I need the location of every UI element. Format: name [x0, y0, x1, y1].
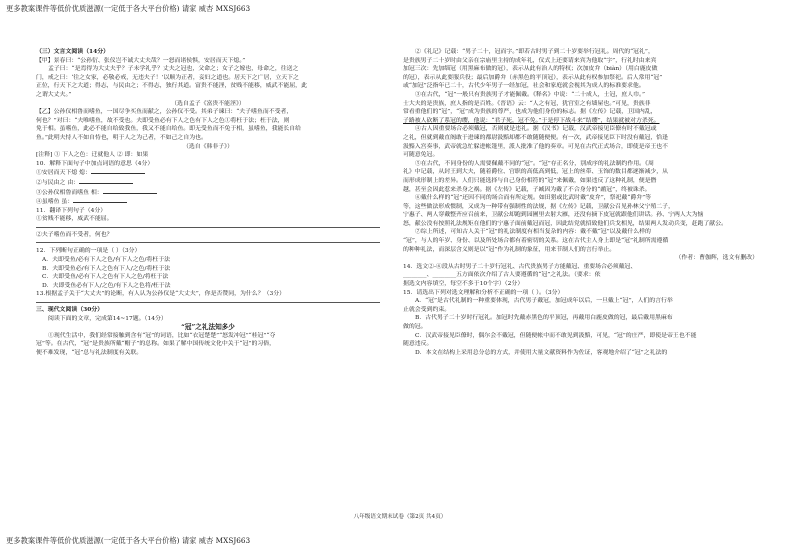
question-10-item: ③公孙仪相鲁而嗜鱼 相：	[36, 188, 380, 198]
article-paragraph: 冠”等。在古代，“冠”是贵族所戴“帽子”的总称。如果了解中国传统文化中关于“冠”的习俗，	[36, 341, 276, 348]
article-paragraph: 可随意免冠。	[403, 152, 439, 159]
question-14: ________、________五方面依次介绍了古人要遵循的“冠”之礼法。（要求：依	[403, 272, 601, 279]
question-15: 15．请选出下列对选文理解和分析不正确的一项（ ）。（3分）	[403, 289, 564, 296]
question-15-option: B．古代男子二十岁时行冠礼。加冠时先戴赤黑色的平顶冠，再戴用白鹿皮做的冠，最后戴用黑麻布	[415, 315, 673, 322]
article-paragraph: 宁惠子、两人穿戴整齐应召前来，卫献公却跑到园圃里去射大雁，还没有摘下皮冠就跟他们讲话。孙、宁两人大为恼	[403, 212, 704, 219]
question-11: 11．翻译下列句子（4分）	[36, 207, 107, 214]
article-paragraph: 等，这些做法形成惯制，又成为一种带有强制性的法规，据《左传》记载，卫献公召见孙林父宁殖二子，	[403, 203, 674, 210]
article-paragraph: 之礼，但就到戴直阁敢于进谏的都尉汲黯却都不敢随随便便。有一次，武帝接见臣下时没有戴冠，恰逢	[403, 134, 669, 141]
question-15-option: D．本文在结构上采用总分总的方式，并使用大量文献资料作为佐证，客观地介绍了“冠”之礼法的	[415, 349, 668, 356]
article-paragraph: 或“加冠”泛指年已二十，古代少年男子一经加冠，社会和家庭就会视其为成人的标准要求他。	[403, 83, 645, 90]
passage-yi-line: 何也？”对曰：“夫唯嗜鱼，故不受也。夫即受鱼必有下人之色有下人之色①将枉于法；枉于法，则	[36, 117, 290, 124]
article-paragraph: 加冠三次：先加缁冠（用黑麻布做的冠），表示从此有治人的特权；次加皮弁（biàn）（用白鹿皮做	[403, 66, 658, 73]
article-paragraph: ①现代生活中，我们经常接触到含有“冠”的词语，比如“衣冠楚楚”“怒发冲冠”“桂冠”“夺	[48, 332, 276, 339]
answer-line	[36, 242, 380, 243]
article-paragraph: ⑦综上所述，可知古人关于“冠”的礼法制度有相当复杂的内容：戴不戴“冠”以及戴什么样的	[415, 229, 651, 236]
question-14: 据选文内容填空，每空不多于10个字）（2分）	[403, 281, 524, 288]
section-title-modern: 三、现代文阅读（30分）	[36, 306, 104, 314]
passage-jia-line: 孟子曰：“是焉得为大丈夫乎？子未学礼乎？丈夫之冠也，父命之；女子之嫁也，母命之，往送之	[48, 66, 299, 73]
passage-jia-line: 之谓大丈夫。”	[36, 91, 72, 98]
article-paragraph: ⑤在古代，不同身份的人需要佩戴不同的“冠”。“冠”存正名分，别成序的礼法制约作用。《周	[415, 160, 654, 167]
answer-line	[36, 302, 380, 303]
left-column	[36, 48, 380, 358]
passage-yi-line: 鱼。”此明夫恃人不如自恃也，明于人之为己者，不如己之自为也。	[36, 134, 207, 141]
passage-jia-source: （选自孟子《富贵不能淫》）	[171, 100, 245, 107]
article-paragraph: 越，甚至会因此惹来杀身之祸。据《左传》记载，子臧因为戴了不合身分的“鹬冠”，终被诛杀。	[403, 186, 651, 193]
notes: [注释] ① 下人之色：迁就他人 ② 即：如果	[36, 152, 149, 159]
article-paragraph: ⑥戴什么样的“冠”还因不同的场合而有所定规。如田猎或比武时戴“皮弁”，祭祀戴“爵弁”等	[415, 195, 652, 202]
question-11-item: ①贫贱不能移，威武不能屈。	[36, 216, 113, 223]
passage-jia-line: 【甲】景春曰：“公孙衍、张仪岂不诚大丈夫哉？一怒而诸侯惧，安居而天下熄。”	[36, 57, 246, 64]
passage-jia-line: 正位，行天下之大道；得志，与民由之；不得志，独行其道。富贵不能淫，贫贱不能移，威武不能屈，此	[36, 83, 307, 90]
article-paragraph: 常看重他们的“冠”，“冠”成为贵族的尊严，也成为他们身份的标志。据《左传》记载，卫国内乱，	[403, 109, 657, 116]
article-paragraph: 而形成形制上的差异。人们只能选择与自己身份相符的“冠”来佩戴，如果违反了这种礼制，便是僭	[403, 177, 657, 184]
question-12: 12．下列断句正确的一项是（ ）（3分）	[36, 248, 141, 255]
question-12-option: A．夫即受鱼/必有下人之色/有下人之色/将枉于法	[42, 257, 171, 264]
question-15-option: 做的冠。	[403, 324, 427, 330]
article-paragraph: 子路被人砍断了系冠的缨，他说：“君子死，冠不免。”于是停下战斗来“结缨”，结果就被对方杀死。	[403, 117, 660, 124]
article-paragraph: ②《礼记》记载：“男子二十，冠而字。”即若古时男子到二十岁要举行冠礼。周代的“冠礼”，	[415, 49, 654, 55]
article-paragraph: 便不难发现，“冠”总与礼法制度有关联。	[36, 350, 143, 356]
article-paragraph: 礼》中记载，从封王到大夫，随着爵位、官职的高低高到低，冠上的丝带、玉饰的数目都逐渐减少，从	[403, 169, 669, 176]
page-number: 八年级语文期末试卷（第2页 共4页）	[353, 514, 447, 520]
question-12-option: D．夫即受鱼必有下人/之色/有下人之色将/枉于法	[42, 282, 171, 289]
article-paragraph: “冠”，与人的年岁、身份、以及所处场合都有着密切的关系。这在古代主人身上即是“冠”礼制所需遵循	[403, 238, 669, 245]
header-banner: 更多教案课件等低价优质滋源(一定低于各大平台价格) 请家 威杏 MXSJ663	[6, 4, 251, 13]
question-15-option: 止就会受到约束。	[403, 306, 451, 313]
question-10: 10．解释下面句子中加点词语的意思（4分）	[36, 160, 154, 167]
passage-jia-line: 门，戒之曰：‘往之女家，必敬必戒，无违夫子！’以顺为正者，妾妇之道也。居天下之广居，立天下之	[36, 74, 299, 81]
article-paragraph: 的种种礼法，而深层含义则是以“冠”作为礼制的象征，用来节制人们的言行举止。	[403, 246, 616, 253]
question-10-item: ②与民由之 由：	[36, 178, 380, 188]
question-14: 14．选文②-⑥段从古时男子二十岁行冠礼、古代贵族男子方能戴冠、重要场合必须戴冠、	[403, 263, 637, 270]
passage-yi-line: 免于相。虽嗜鱼，此必不能自给致我鱼，我又不能自给鱼。即无受鱼而不免于相，虽嗜鱼，我能长自给	[36, 126, 302, 133]
answer-line	[36, 227, 380, 228]
question-13: 13.根据孟子关于“大丈夫”的论断，有人认为公孙仪是“大丈夫”，你是否赞同，为什么？（3分）	[36, 291, 286, 298]
passage-yi-source: （选自《韩非子》）	[182, 143, 234, 150]
question-15-option: C．汉武帝接见臣僚时，偶尔会不戴冠，但随便帐中而不敢见到汲黯，可见，“冠”的庄严，即使是帝王也不能	[415, 332, 697, 339]
article-paragraph: 士大夫的是贵族，庶人指的是百姓。《晋语》云：“人之有冠，犹宫室之有墙屋也。”可见，贵族非	[403, 100, 651, 107]
article-title: “冠”之礼法知多少	[181, 323, 235, 332]
question-10-item: ①安居而天下熄 熄：	[36, 168, 380, 178]
question-11-item: ②夫子嗜鱼而不受者，何也？	[36, 231, 113, 238]
article-paragraph: 的冠），表示从此要服兵役；最后加爵弁（赤黑色的平顶冠），表示从此有权参加祭祀。后人常用“冠”	[403, 74, 663, 81]
article-author: （作者：曹伽辉，选文有删改）	[675, 255, 758, 262]
question-15-option: A．“冠”是古代礼制的一种重要体现，古代男子戴冠，加冠成年以后，一旦戴上“冠”，人们的言行举	[415, 298, 673, 305]
question-10-item: ④虽嗜鱼 虽：	[36, 197, 380, 207]
question-15-option: 随意违反。	[403, 341, 433, 348]
article-paragraph: 是贵族男子二十岁时由父亲在宗庙里主持的成年礼，仪式上还要请来宾为他取“字”，行礼时由来宾	[403, 57, 657, 64]
passage-yi-line: 【乙】公孙仪相鲁而嗜鱼，一国尽争买鱼而献之，公孙仪不受。其弟子谏曰：“夫子嗜鱼而不受者，	[36, 109, 293, 116]
question-12-option: B．夫即受鱼必/有下人之色有下人/之色/将枉于法	[42, 265, 171, 272]
question-12-option: C．夫即受鱼/必有下人之色有下人之色/将枉于法	[42, 274, 169, 281]
right-column	[403, 48, 758, 357]
modern-intro: 阅读下面的文章，完成第14~17题。（14分）	[48, 315, 167, 322]
article-paragraph: 怒，献公没有按照礼法规矩在他们的宁惠子面前戴冠而冠，因此结党就招致他们兵戈相见，结果两人发动兵变，赶跑了献公。	[403, 220, 727, 227]
article-paragraph: 汲黯入宫奏事，武帝就急忙躲进帐篷里，派人批准了他的奏章。可见在古代正式场合，即使是帝王也不	[403, 143, 669, 150]
article-paragraph: ④古人因重要场合必须戴冠，否则就是违礼。据《汉书》记载，汉武帝接见臣僚有时不戴冠或	[415, 126, 657, 133]
section-title-classical: （三）文言文阅读（14分）	[36, 48, 109, 55]
article-paragraph: ③在古代，“冠”一般只有贵族男子才能佩戴。《释名》中说：“二十成人，士冠，庶人巾。”	[415, 91, 645, 98]
footer-banner: 更多教案课件等低价优质滋源(一定低于各大平台价格) 请家 威杏 MXSJ663	[6, 536, 251, 545]
